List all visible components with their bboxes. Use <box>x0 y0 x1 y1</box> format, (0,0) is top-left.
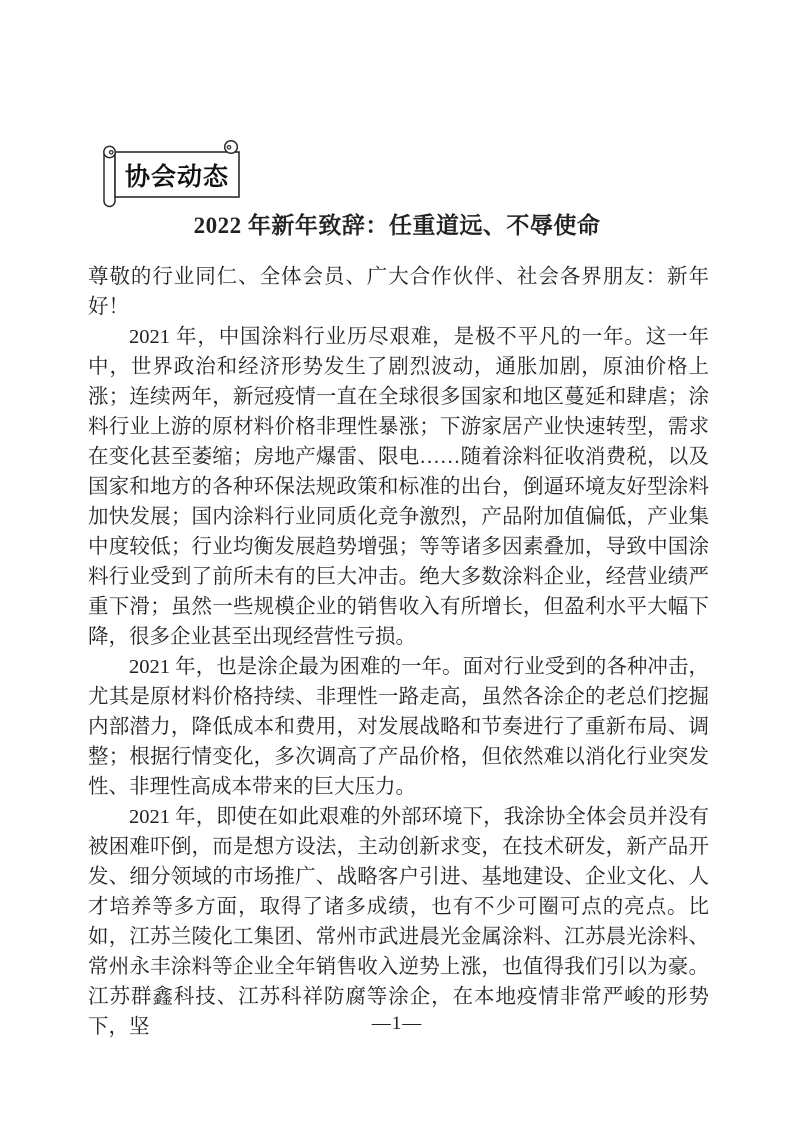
document-body <box>88 262 709 1042</box>
page-number: —1— <box>371 1013 423 1034</box>
paragraph-2: 2021 年，也是涂企最为困难的一年。面对行业受到的各种冲击，尤其是原材料价格持续、非理性一路走高，虽然各涂企的老总们挖掘内部潜力，降低成本和费用，对发展战略和节奏进行了重新布局、调整；根据行情变化，多次调高了产品价格，但依然难以消化行业突发性、非理性高成本带来的巨大压力。 <box>88 656 709 798</box>
greeting-line: 尊敬的行业同仁、全体会员、广大合作伙伴、社会各界朋友：新年好！ <box>88 266 709 318</box>
paragraph-1: 2021 年，中国涂料行业历尽艰难，是极不平凡的一年。这一年中，世界政治和经济形势发生了剧烈波动，通胀加剧，原油价格上涨；连续两年，新冠疫情一直在全球很多国家和地区蔓延和肆虐；涂料行业上游的原材料价格非理性暴涨；下游家居产业快速转型，需求在变化甚至萎缩；房地产爆雷、限电……随着涂料征收消费税，以及国家和地方的各种环保法规政策和标准的出台，倒逼环境友好型涂料加快发展；国内涂料行业同质化竞争激烈，产品附加值偏低，产业集中度较低；行业均衡发展趋势增强；等等诸多因素叠加，导致中国涂料行业受到了前所未有的巨大冲击。绝大多数涂料企业，经营业绩严重下滑；虽然一些规模企业的销售收入有所增长，但盈利水平大幅下降，很多企业甚至出现经营性亏损。 <box>88 326 709 648</box>
paragraph-3: 2021 年，即使在如此艰难的外部环境下，我涂协全体会员并没有被困难吓倒，而是想方设法，主动创新求变，在技术研发，新产品开发、细分领域的市场推广、战略客户引进、基地建设、企业文化、人才培养等多方面，取得了诸多成绩，也有不少可圈可点的亮点。比如，江苏兰陵化工集团、常州市武进晨光金属涂料、江苏晨光涂料、常州永丰涂料等企业全年销售收入逆势上涨，也值得我们引以为豪。江苏群鑫科技、江苏科祥防腐等涂企，在本地疫情非常严峻的形势下，坚 <box>88 806 709 1038</box>
page-title: 2022 年新年致辞：任重道远、不辱使命 <box>193 213 601 238</box>
section-banner <box>101 138 243 210</box>
banner-label: 协会动态 <box>124 163 229 191</box>
